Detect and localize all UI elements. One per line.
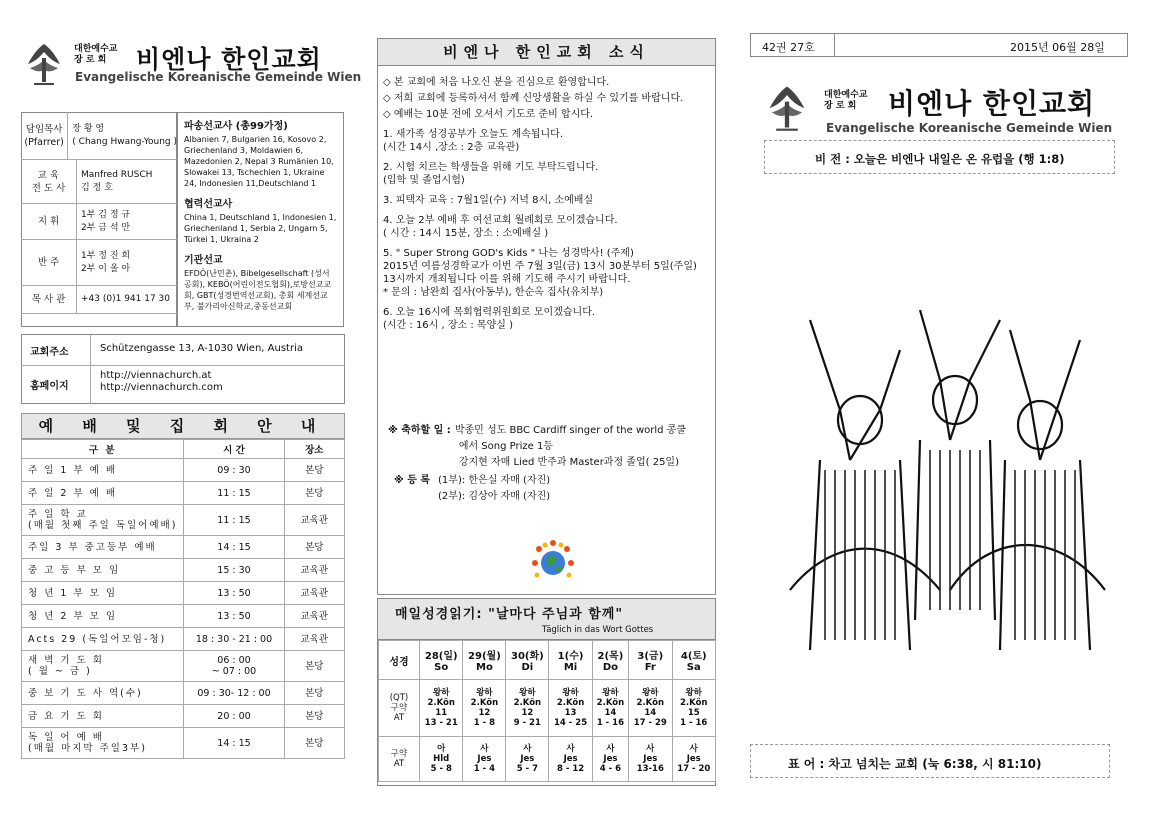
address-value: Schützengasse 13, A-1030 Wien, Austria — [100, 343, 303, 354]
reading-passage-cell: 사 Jes 4 - 6 — [592, 737, 628, 782]
staff-role: 반 주 — [21, 240, 77, 285]
services-cell: 청 년 1 부 모 임 — [22, 582, 184, 605]
services-cell: 14 : 15 — [184, 536, 284, 559]
register-line-2: (2부): 김상아 자매 (자진) — [438, 491, 551, 502]
services-row — [22, 728, 345, 759]
news-item: 3. 피택자 교육 : 7월1일(수) 저녁 8시, 소예배실 — [383, 195, 594, 206]
news-intro-line: ◇ 저희 교회에 등록하셔서 함께 신앙생활을 하실 수 있기를 바랍니다. — [383, 93, 684, 104]
reading-passage-cell: 사 Jes 1 - 4 — [463, 737, 506, 782]
partner-title: 협력선교사 — [184, 199, 233, 210]
services-cell: 교육관 — [284, 628, 344, 651]
celebrate-line-2: 에서 Song Prize 1등 — [458, 441, 553, 452]
services-header-cell: 장소 — [284, 440, 344, 459]
staff-rows — [21, 112, 177, 314]
services-cell: 09 : 30 — [184, 459, 284, 482]
staff-row — [21, 240, 177, 286]
reading-passage-cell: 왕하 2.Kön 15 1 - 16 — [672, 680, 716, 737]
news-item: 5. " Super Strong GOD's Kids " 나는 성경박사! (주제) 2015년 여름성경학교가 이번 주 7월 3일(금) 13시 30분부터 5일(주일) 13시까지 개최됩니다 이를 위해 기도해 주시기 바랍니다. * 문의 : 남완희 집사(아동부), 한순옥 집사(유치부) — [383, 248, 697, 298]
services-cell: 13 : 50 — [184, 582, 284, 605]
services-title-bar — [21, 413, 345, 439]
reading-passage-cell: 사 Jes 5 - 7 — [506, 737, 549, 782]
celebrate-label: ※ 축하할 일 : — [388, 425, 451, 436]
left-church-name-de: Evangelische Koreanische Gemeinde Wien — [75, 70, 362, 84]
services-title: 예 배 및 집 회 안 내 — [38, 417, 328, 435]
staff-row — [21, 286, 177, 314]
church-logo-icon — [763, 80, 811, 134]
services-cell: 금 요 기 도 회 — [22, 705, 184, 728]
services-cell: 교육관 — [284, 582, 344, 605]
homepage-value[interactable]: http://viennachurch.at http://viennachurch.com — [100, 370, 223, 393]
reading-day-date: 1(수) — [557, 651, 584, 662]
worship-illustration — [770, 290, 1115, 660]
left-logo — [22, 38, 66, 88]
missions-box — [177, 112, 344, 327]
reading-day-cell — [549, 641, 592, 680]
register-line-1: (1부): 한은실 자매 (자진) — [438, 475, 551, 486]
issue-divider — [834, 33, 835, 57]
right-logo — [763, 80, 811, 134]
worship-people-icon — [770, 290, 1115, 660]
services-cell: 본당 — [284, 651, 344, 682]
reading-passage-row — [379, 737, 716, 782]
services-cell: 11 : 15 — [184, 505, 284, 536]
left-denomination: 대한예수교 장 로 회 — [74, 44, 118, 65]
reading-day-de: Do — [602, 662, 618, 673]
dispatch-title: 파송선교사 (총99가정) — [184, 121, 288, 132]
church-logo-icon — [22, 38, 66, 88]
services-cell: 주 일 1 부 예 배 — [22, 459, 184, 482]
staff-row — [21, 112, 177, 160]
reading-day-de: Mo — [476, 662, 493, 673]
register-label: ※ 등 록 — [394, 475, 431, 486]
services-cell: 새 벽 기 도 회 ( 월 ~ 금 ) — [22, 651, 184, 682]
services-row — [22, 605, 345, 628]
services-row — [22, 682, 345, 705]
services-cell: Acts 29 (독일어모임-청) — [22, 628, 184, 651]
reading-day-de: So — [434, 662, 449, 673]
services-cell: 본당 — [284, 705, 344, 728]
news-item: 2. 시험 치르는 학생들을 위해 기도 부탁드립니다. (입학 및 졸업시험) — [383, 162, 599, 186]
celebrate-line-3: 강지현 자매 Lied 반주과 Master과정 졸업( 25일) — [458, 457, 679, 468]
services-row — [22, 482, 345, 505]
services-cell: 교육관 — [284, 605, 344, 628]
reading-day-date: 28(일) — [424, 651, 458, 662]
reading-day-cell — [629, 641, 672, 680]
reading-passage-cell: 왕하 2.Kön 14 17 - 29 — [629, 680, 672, 737]
services-cell: 13 : 50 — [184, 605, 284, 628]
reading-day-date: 4(토) — [680, 651, 707, 662]
services-cell: 청 년 2 부 모 임 — [22, 605, 184, 628]
services-cell: 중 보 기 도 사 역(수) — [22, 682, 184, 705]
reading-passage-label: 구약 AT — [379, 737, 420, 782]
staff-role: 담임목사 (Pfarrer) — [21, 112, 68, 159]
services-cell: 본당 — [284, 682, 344, 705]
services-cell: 20 : 00 — [184, 705, 284, 728]
reading-passage-row — [379, 680, 716, 737]
reading-day-date: 30(화) — [511, 651, 544, 662]
services-row — [22, 705, 345, 728]
reading-passage-cell: 왕하 2.Kön 12 1 - 8 — [463, 680, 506, 737]
services-row — [22, 505, 345, 536]
news-intro-line: ◇ 예배는 10분 전에 오셔서 기도로 준비 합시다. — [383, 109, 594, 120]
staff-name: 장 황 영 ( Chang Hwang-Young ) — [72, 123, 177, 147]
homepage-label: 홈페이지 — [30, 381, 69, 392]
reading-table — [378, 640, 716, 782]
reading-passage-cell: 아 Hld 5 - 8 — [420, 737, 463, 782]
reading-day-cell — [592, 641, 628, 680]
reading-day-date: 3(금) — [637, 651, 664, 662]
staff-row — [21, 160, 177, 204]
services-header-cell: 시 간 — [184, 440, 284, 459]
reading-day-row — [379, 641, 716, 680]
reading-day-de: Sa — [686, 662, 701, 673]
services-cell: 11 : 15 — [184, 482, 284, 505]
staff-role: 지 휘 — [21, 204, 77, 239]
reading-row-label: 성경 — [379, 641, 420, 680]
reading-passage-cell: 왕하 2.Kön 11 13 - 21 — [420, 680, 463, 737]
services-cell: 14 : 15 — [184, 728, 284, 759]
right-church-name-ko: 비엔나 한인교회 — [888, 87, 1096, 120]
news-title-bar — [377, 38, 716, 66]
services-cell: 09 : 30- 12 : 00 — [184, 682, 284, 705]
services-cell: 중 고 등 부 모 임 — [22, 559, 184, 582]
services-cell: 교육관 — [284, 559, 344, 582]
reading-day-cell — [420, 641, 463, 680]
address-divider — [21, 365, 345, 366]
services-header-cell: 구 분 — [22, 440, 184, 459]
services-row — [22, 536, 345, 559]
celebrate-line-1: 박종민 성도 BBC Cardiff singer of the world 콩쿨 — [454, 425, 686, 436]
vision-text: 비 전 : 오늘은 비엔나 내일은 온 유럽을 (행 1:8) — [815, 152, 1065, 166]
reading-passage-cell: 사 Jes 13-16 — [629, 737, 672, 782]
reading-day-cell — [506, 641, 549, 680]
address-label: 교회주소 — [30, 347, 69, 358]
celebrate-section — [388, 423, 713, 505]
services-cell: 교육관 — [284, 505, 344, 536]
reading-title: 매일성경읽기: "날마다 주님과 함께" — [395, 607, 624, 622]
reading-subtitle: Täglich in das Wort Gottes — [542, 625, 654, 635]
services-cell: 본당 — [284, 482, 344, 505]
services-cell: 주 일 2 부 예 배 — [22, 482, 184, 505]
news-item: 6. 오늘 16시에 목회협력위원회로 모이겠습니다. (시간 : 16시 , 장소 : 목양실 ) — [383, 307, 596, 331]
services-cell: 본당 — [284, 459, 344, 482]
staff-name: +43 (0)1 941 17 30 — [81, 294, 170, 304]
services-row — [22, 628, 345, 651]
reading-day-date: 2(목) — [597, 651, 624, 662]
staff-row — [21, 204, 177, 240]
reading-day-de: Di — [521, 662, 534, 673]
services-row — [22, 651, 345, 682]
globe-children-icon — [529, 537, 577, 585]
issue-volume: 42권 27호 — [762, 41, 815, 54]
reading-day-de: Mi — [563, 662, 578, 673]
reading-passage-cell: 사 Jes 17 - 20 — [672, 737, 716, 782]
right-denomination: 대한예수교 장 로 회 — [824, 90, 868, 111]
news-body — [383, 76, 711, 332]
services-row — [22, 459, 345, 482]
address-vdivider — [90, 334, 91, 404]
news-item: 1. 새가족 성경공부가 오늘도 계속됩니다. (시간 14시 ,장소 : 2층 교육관) — [383, 129, 563, 153]
right-church-name-de: Evangelische Koreanische Gemeinde Wien — [826, 121, 1113, 135]
staff-name: 1부 정 진 희 2부 이 올 아 — [81, 250, 131, 274]
dispatch-text: Albanien 7, Bulgarien 16, Kosovo 2, Griechenland 3, Moldawien 6, Mazedonien 2, Nepal 3 Rumänien 10, Slowakei 13, Tschechien 1, Ukraine 24, Indonesien 11,Deutschland 1 — [184, 135, 334, 188]
services-cell: 본당 — [284, 536, 344, 559]
staff-role: 목 사 관 — [21, 286, 77, 313]
services-cell: 주 일 학 교 (매월 첫째 주일 독일어예배) — [22, 505, 184, 536]
staff-name: 1부 김 정 규 2부 금 석 만 — [81, 209, 131, 233]
reading-passage-cell: 사 Jes 8 - 12 — [549, 737, 592, 782]
reading-day-de: Fr — [644, 662, 656, 673]
services-cell: 본당 — [284, 728, 344, 759]
news-item: 4. 오늘 2부 예배 후 여선교회 월례회로 모이겠습니다. ( 시간 : 14시 15분, 장소 : 소예배실 ) — [383, 215, 618, 239]
staff-name: Manfred RUSCH 김 정 호 — [81, 169, 153, 193]
reading-passage-cell: 왕하 2.Kön 13 14 - 25 — [549, 680, 592, 737]
services-row — [22, 559, 345, 582]
reading-passage-cell: 왕하 2.Kön 12 9 - 21 — [506, 680, 549, 737]
issue-date: 2015년 06월 28일 — [1010, 41, 1105, 54]
motto-text: 표 어 : 차고 넘치는 교회 (눅 6:38, 시 81:10) — [788, 757, 1042, 771]
services-cell: 18 : 30 - 21 : 00 — [184, 628, 284, 651]
services-cell: 독 일 어 예 배 (매월 마지막 주일3부) — [22, 728, 184, 759]
news-intro-line: ◇ 본 교회에 처음 나오신 분을 진심으로 환영합니다. — [383, 77, 610, 88]
left-church-name-ko: 비엔나 한인교회 — [136, 45, 322, 74]
services-header-row — [22, 440, 345, 459]
reading-passage-label: (QT) 구약 AT — [379, 680, 420, 737]
partner-text: China 1, Deutschland 1, Indonesien 1, Griechenland 1, Serbia 2, Ungarn 5, Türkei 1, Ukraina 2 — [184, 213, 337, 244]
org-title: 기관선교 — [184, 255, 223, 266]
staff-role: 교 육 전 도 사 — [21, 160, 77, 203]
services-cell: 15 : 30 — [184, 559, 284, 582]
reading-passage-cell: 왕하 2.Kön 14 1 - 16 — [592, 680, 628, 737]
services-cell: 06 : 00 ~ 07 : 00 — [184, 651, 284, 682]
services-table — [21, 439, 345, 759]
reading-day-cell — [672, 641, 716, 680]
reading-day-date: 29(월) — [468, 651, 501, 662]
reading-day-cell — [463, 641, 506, 680]
services-cell: 주일 3 부 중고등부 예배 — [22, 536, 184, 559]
news-title: 비엔나 한인교회 소식 — [443, 43, 650, 61]
services-row — [22, 582, 345, 605]
org-text: EFDÖ(난민촌), Bibelgesellschaft (성서공회), KEBÖ(어린이전도협회),로방선교교회, GBT(성경번역선교회), 총회 세계선교부, 불가리아신학교,중동선교회 — [184, 269, 332, 311]
